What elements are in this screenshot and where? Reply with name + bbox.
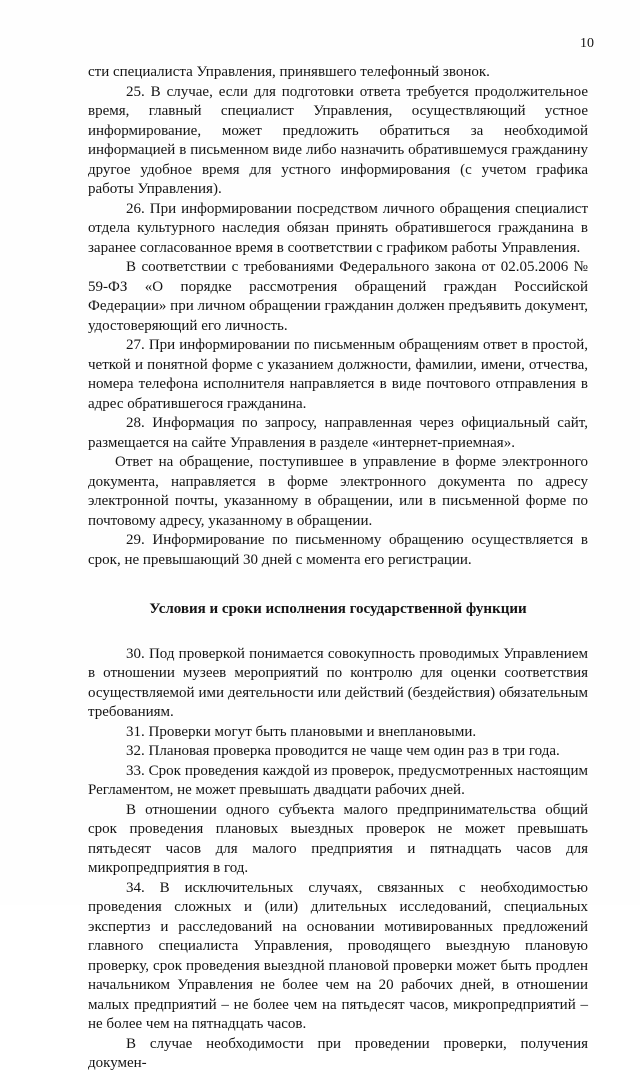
paragraph-25: 25. В случае, если для подготовки ответа требуется продолжительное время, главный специалист Управления, осуществляющий устное информирование, может предложить обратиться за необходимой информацией в письменном виде либо назначить обратившемуся гражданину другое удобное время для устного информирования (с учетом графика работы Управления). [88,83,588,197]
paragraph-26-federal-law: В соответствии с требованиями Федерального закона от 02.05.2006 № 59-ФЗ «О порядке рассмотрения обращений граждан Российской Федерации» при личном обращении гражданин должен предъявить документ, удостоверяющий его личность. [88,259,588,334]
paragraph-26: 26. При информировании посредством личного обращения специалист отдела культурного наследия обязан принять обратившегося гражданина в заранее согласованное время в соответствии с графиком работы Управления. [88,200,588,256]
paragraph-31: 31. Проверки могут быть плановыми и внеплановыми. [126,723,477,740]
paragraph-continuation: сти специалиста Управления, принявшего телефонный звонок. [88,64,490,80]
section-heading: Условия и сроки исполнения государственной функции [149,601,527,617]
paragraph-33: 33. Срок проведения каждой из проверок, предусмотренных настоящим Регламентом, не может превышать двадцати рабочих дней. [88,762,588,798]
paragraph-28: 28. Информация по запросу, направленная через официальный сайт, размещается на сайте Управления в разделе «интернет-приемная». [88,415,588,451]
document-body [88,63,588,1074]
paragraph-32: 32. Плановая проверка проводится не чаще чем один раз в три года. [126,743,560,759]
paragraph-30: 30. Под проверкой понимается совокупность проводимых Управлением в отношении музеев мероприятий по контролю для оценки соответствия осуществляемой ими деятельности или действий (бездействия) обязательным требованиям. [88,645,588,720]
page-number: 10 [580,36,594,51]
paragraph-29: 29. Информирование по письменному обращению осуществляется в срок, не превышающий 30 дней с момента его регистрации. [88,532,588,568]
paragraph-27: 27. При информировании по письменным обращениям ответ в простой, четкой и понятной форме с указанием должности, фамилии, имени, отчества, номера телефона исполнителя направляется в виде почтового отправления в адрес обратившегося гражданина. [88,337,588,412]
paragraph-28-electronic-reply: Ответ на обращение, поступившее в управление в форме электронного документа, направляется в форме электронного документа по адресу электронной почты, указанному в обращении, или в письменной форме по почтовому адресу, указанному в обращении. [88,454,588,529]
paragraph-34-continuation: В случае необходимости при проведении проверки, получения докумен- [88,1035,588,1071]
paragraph-34: 34. В исключительных случаях, связанных с необходимостью проведения сложных и (или) длительных исследований, специальных экспертиз и расследований на основании мотивированных предложений главного специалиста Управления, проводящего выездную плановую проверку, срок проведения выездной плановой проверки может быть продлен начальником Управления не более чем на 20 рабочих дней, в отношении малых предприятий – не более чем на пятьдесят часов, микропредприятий – не более чем на пятнадцать часов. [88,879,588,1032]
paragraph-33-small-business: В отношении одного субъекта малого предпринимательства общий срок проведения плановых выездных проверок не может превышать пятьдесят часов для малого предприятия и пятнадцать часов для микропредприятия в год. [88,801,588,876]
